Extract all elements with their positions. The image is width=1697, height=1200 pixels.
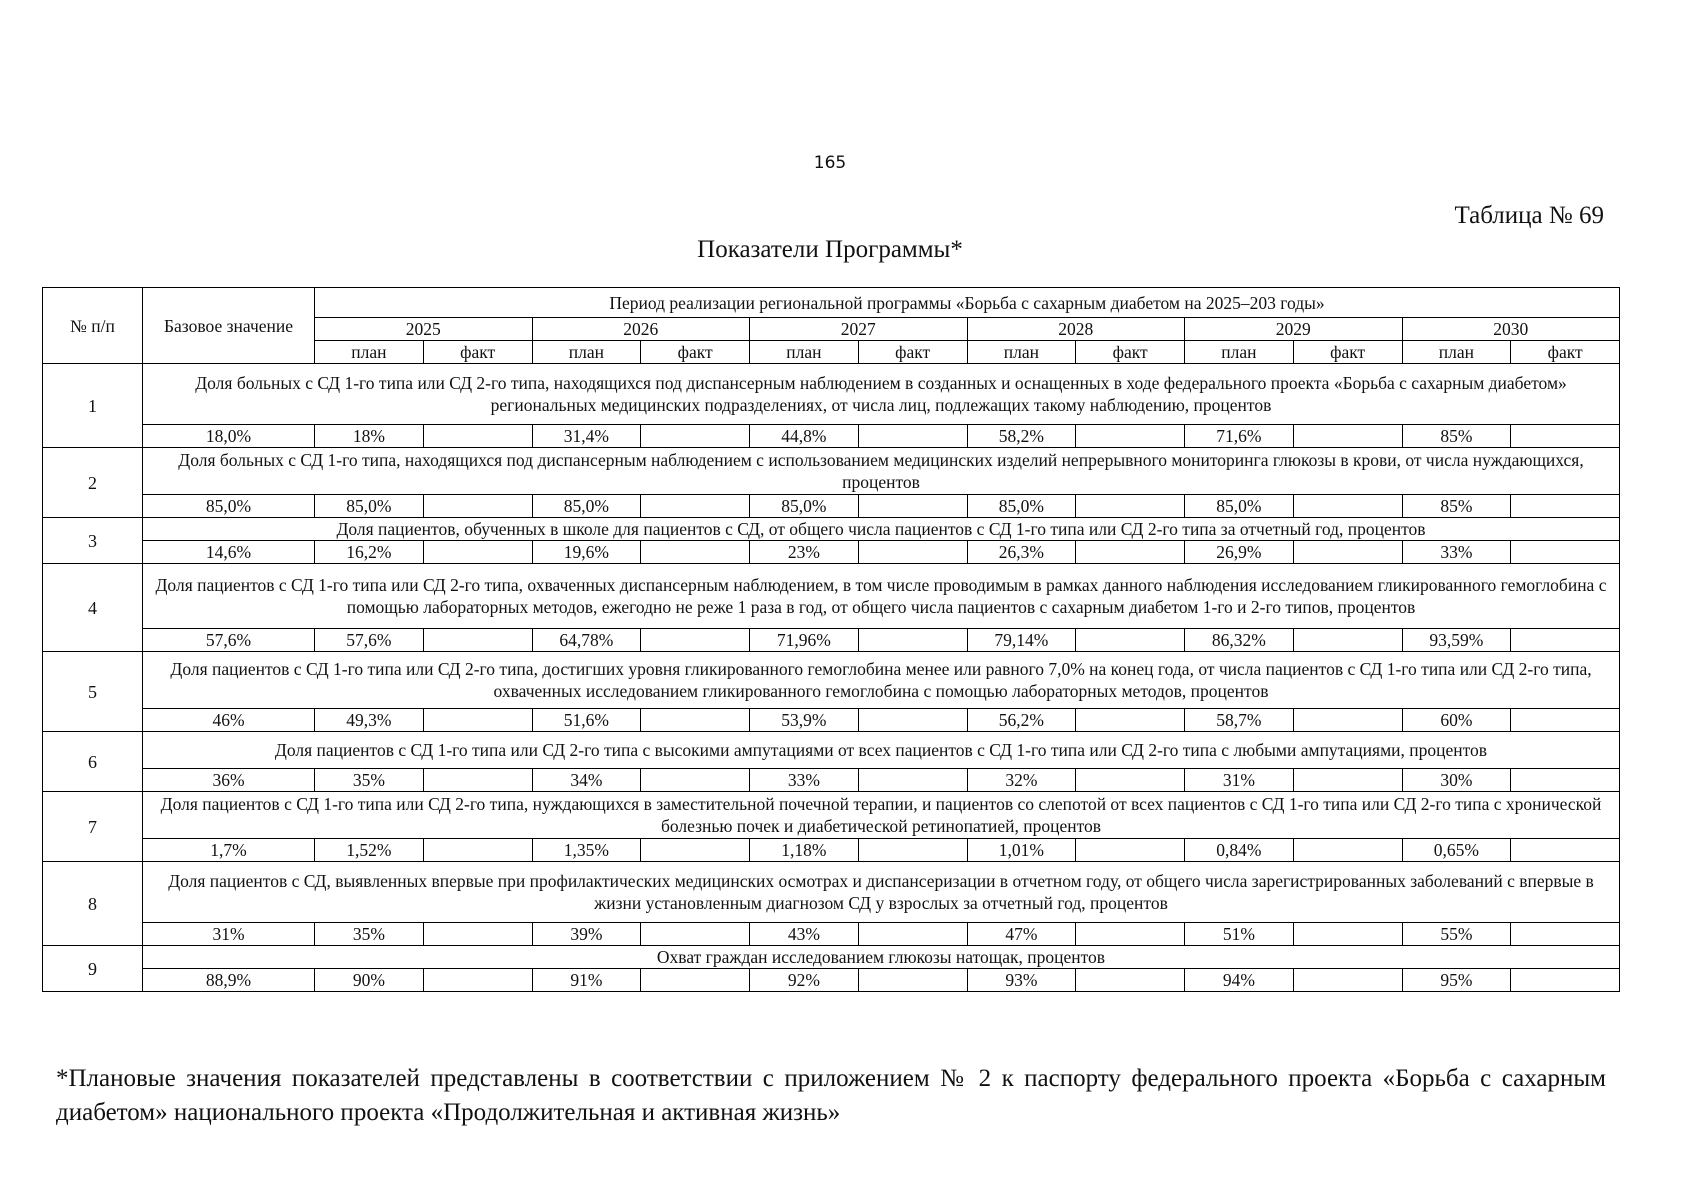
fact-value	[1293, 923, 1402, 946]
fact-value	[1511, 969, 1620, 992]
plan-value: 44,8%	[750, 425, 859, 448]
fact-value	[641, 709, 750, 732]
indicator-row	[43, 652, 1620, 709]
fact-value	[1076, 839, 1185, 862]
indicator-description: Доля больных с СД 1-го типа, находящихся под диспансерным наблюдением с использованием медицинских изделий непрерывного мониторинга глюкозы в крови, от числа нуждающихся, процентов	[143, 448, 1620, 495]
indicator-values-row	[43, 629, 1620, 652]
plan-value: 1,01%	[967, 839, 1076, 862]
plan-value: 0,65%	[1402, 839, 1511, 862]
fact-value	[858, 709, 967, 732]
plan-header: план	[315, 341, 424, 364]
page-number: 165	[813, 153, 847, 173]
fact-value	[423, 495, 532, 518]
row-number: 8	[43, 862, 143, 946]
fact-value	[423, 769, 532, 792]
plan-value: 19,6%	[532, 541, 641, 564]
base-value: 14,6%	[143, 541, 315, 564]
fact-value	[1511, 709, 1620, 732]
plan-value: 31,4%	[532, 425, 641, 448]
row-number: 3	[43, 518, 143, 564]
plan-value: 79,14%	[967, 629, 1076, 652]
plan-value: 23%	[750, 541, 859, 564]
plan-value: 91%	[532, 969, 641, 992]
indicator-row	[43, 448, 1620, 495]
row-number: 6	[43, 732, 143, 792]
plan-value: 34%	[532, 769, 641, 792]
base-value: 31%	[143, 923, 315, 946]
row-number: 2	[43, 448, 143, 518]
indicator-values-row	[43, 839, 1620, 862]
plan-value: 51,6%	[532, 709, 641, 732]
plan-value: 26,9%	[1185, 541, 1294, 564]
year-header: 2027	[750, 318, 968, 341]
plan-value: 43%	[750, 923, 859, 946]
plan-value: 60%	[1402, 709, 1511, 732]
fact-value	[1293, 541, 1402, 564]
fact-value	[1076, 769, 1185, 792]
plan-value: 0,84%	[1185, 839, 1294, 862]
indicator-row	[43, 564, 1620, 629]
fact-header: факт	[1511, 341, 1620, 364]
plan-header: план	[967, 341, 1076, 364]
fact-value	[858, 923, 967, 946]
row-number: 5	[43, 652, 143, 732]
fact-value	[423, 541, 532, 564]
indicator-row	[43, 792, 1620, 839]
fact-value	[641, 495, 750, 518]
indicator-row	[43, 518, 1620, 541]
plan-value: 18%	[315, 425, 424, 448]
fact-value	[1293, 495, 1402, 518]
fact-value	[1076, 709, 1185, 732]
fact-value	[858, 541, 967, 564]
fact-value	[641, 541, 750, 564]
fact-value	[1293, 969, 1402, 992]
plan-value: 85%	[1402, 425, 1511, 448]
indicator-description: Доля пациентов с СД, выявленных впервые при профилактических медицинских осмотрах и диспансеризации в отчетном году, от общего числа зарегистрированных заболеваний с впервые в жизни установленным диагнозом СД у взрослых за отчетный год, процентов	[143, 862, 1620, 923]
fact-value	[1293, 839, 1402, 862]
plan-value: 93%	[967, 969, 1076, 992]
plan-value: 56,2%	[967, 709, 1076, 732]
plan-value: 58,2%	[967, 425, 1076, 448]
plan-header: план	[750, 341, 859, 364]
indicator-description: Доля пациентов с СД 1-го типа или СД 2-го типа, достигших уровня гликированного гемоглобина менее или равного 7,0% на конец года, от числа пациентов с СД 1-го типа или СД 2-го типа, охваченных исследованием гликированного гемоглобина с помощью лабораторных методов, процентов	[143, 652, 1620, 709]
fact-value	[423, 709, 532, 732]
plan-value: 1,18%	[750, 839, 859, 862]
indicator-description: Доля пациентов с СД 1-го типа или СД 2-го типа, охваченных диспансерным наблюдением, в том числе проводимым в рамках данного наблюдения исследованием гликированного гемоглобина с помощью лабораторных методов, ежегодно не реже 1 раза в год, от общего числа пациентов с сахарным диабетом 1-го и 2-го типов, процентов	[143, 564, 1620, 629]
fact-header: факт	[858, 341, 967, 364]
year-header: 2026	[532, 318, 750, 341]
base-value: 1,7%	[143, 839, 315, 862]
plan-value: 86,32%	[1185, 629, 1294, 652]
year-header: 2028	[967, 318, 1185, 341]
fact-value	[641, 425, 750, 448]
indicator-row	[43, 862, 1620, 923]
indicator-values-row	[43, 769, 1620, 792]
plan-value: 32%	[967, 769, 1076, 792]
footnote: *Плановые значения показателей представлены в соответствии с приложением № 2 к паспорту федерального проекта «Борьба с сахарным диабетом» национального проекта «Продолжительная и активная жизнь»	[56, 1065, 1606, 1126]
fact-value	[858, 495, 967, 518]
indicator-description: Доля пациентов с СД 1-го типа или СД 2-го типа с высокими ампутациями от всех пациентов с СД 1-го типа или СД 2-го типа с любыми ампутациями, процентов	[143, 732, 1620, 769]
year-header: 2029	[1185, 318, 1403, 341]
row-number: 7	[43, 792, 143, 862]
plan-value: 90%	[315, 969, 424, 992]
fact-value	[641, 923, 750, 946]
fact-value	[858, 629, 967, 652]
plan-value: 47%	[967, 923, 1076, 946]
plan-value: 26,3%	[967, 541, 1076, 564]
fact-value	[1076, 425, 1185, 448]
fact-value	[1076, 923, 1185, 946]
indicator-description: Доля больных с СД 1-го типа или СД 2-го типа, находящихся под диспансерным наблюдением в созданных и оснащенных в ходе федерального проекта «Борьба с сахарным диабетом» региональных медицинских подразделениях, от числа лиц, подлежащих такому наблюдению, процентов	[143, 364, 1620, 425]
fact-value	[1076, 495, 1185, 518]
base-value: 88,9%	[143, 969, 315, 992]
fact-value	[1511, 495, 1620, 518]
fact-value	[1511, 923, 1620, 946]
plan-header: план	[532, 341, 641, 364]
plan-header: план	[1402, 341, 1511, 364]
fact-value	[858, 769, 967, 792]
plan-value: 33%	[750, 769, 859, 792]
plan-value: 53,9%	[750, 709, 859, 732]
fact-value	[1293, 709, 1402, 732]
fact-value	[423, 969, 532, 992]
year-header: 2030	[1402, 318, 1620, 341]
fact-value	[641, 969, 750, 992]
plan-value: 85,0%	[315, 495, 424, 518]
plan-value: 71,96%	[750, 629, 859, 652]
year-header: 2025	[315, 318, 533, 341]
fact-value	[1511, 769, 1620, 792]
row-number: 9	[43, 946, 143, 992]
plan-value: 35%	[315, 923, 424, 946]
fact-value	[1076, 541, 1185, 564]
plan-value: 49,3%	[315, 709, 424, 732]
indicator-values-row	[43, 425, 1620, 448]
plan-value: 85,0%	[750, 495, 859, 518]
plan-value: 93,59%	[1402, 629, 1511, 652]
plan-value: 1,52%	[315, 839, 424, 862]
indicator-description: Охват граждан исследованием глюкозы натощак, процентов	[143, 946, 1620, 969]
num-column-header: № п/п	[43, 288, 143, 364]
fact-header: факт	[641, 341, 750, 364]
plan-value: 31%	[1185, 769, 1294, 792]
plan-value: 85%	[1402, 495, 1511, 518]
row-number: 4	[43, 564, 143, 652]
plan-value: 57,6%	[315, 629, 424, 652]
plan-value: 95%	[1402, 969, 1511, 992]
plan-value: 64,78%	[532, 629, 641, 652]
period-header: Период реализации региональной программы «Борьба с сахарным диабетом на 2025–203 годы»	[315, 288, 1620, 318]
plan-value: 35%	[315, 769, 424, 792]
indicator-description: Доля пациентов с СД 1-го типа или СД 2-го типа, нуждающихся в заместительной почечной терапии, и пациентов со слепотой от всех пациентов с СД 1-го типа или СД 2-го типа с хронической болезнью почек и диабетической ретинопатией, процентов	[143, 792, 1620, 839]
fact-header: факт	[1293, 341, 1402, 364]
fact-value	[1511, 839, 1620, 862]
fact-value	[1293, 769, 1402, 792]
fact-value	[641, 769, 750, 792]
fact-value	[641, 629, 750, 652]
table-number: Таблица № 69	[1454, 202, 1604, 229]
fact-header: факт	[423, 341, 532, 364]
base-value-column-header: Базовое значение	[143, 288, 315, 364]
indicator-values-row	[43, 709, 1620, 732]
plan-value: 85,0%	[1185, 495, 1294, 518]
indicator-values-row	[43, 969, 1620, 992]
plan-value: 39%	[532, 923, 641, 946]
indicator-values-row	[43, 923, 1620, 946]
base-value: 46%	[143, 709, 315, 732]
indicator-values-row	[43, 495, 1620, 518]
fact-value	[1076, 969, 1185, 992]
indicators-table	[42, 287, 1620, 992]
fact-value	[1511, 629, 1620, 652]
plan-header: план	[1185, 341, 1294, 364]
plan-value: 33%	[1402, 541, 1511, 564]
plan-value: 58,7%	[1185, 709, 1294, 732]
indicator-row	[43, 732, 1620, 769]
plan-value: 16,2%	[315, 541, 424, 564]
fact-value	[423, 923, 532, 946]
plan-value: 94%	[1185, 969, 1294, 992]
plan-value: 55%	[1402, 923, 1511, 946]
indicator-row	[43, 364, 1620, 425]
plan-value: 30%	[1402, 769, 1511, 792]
fact-value	[423, 425, 532, 448]
plan-value: 85,0%	[967, 495, 1076, 518]
fact-value	[423, 839, 532, 862]
plan-value: 51%	[1185, 923, 1294, 946]
base-value: 85,0%	[143, 495, 315, 518]
base-value: 57,6%	[143, 629, 315, 652]
fact-value	[1293, 629, 1402, 652]
indicator-row	[43, 946, 1620, 969]
plan-value: 92%	[750, 969, 859, 992]
fact-value	[858, 969, 967, 992]
fact-header: факт	[1076, 341, 1185, 364]
indicator-values-row	[43, 541, 1620, 564]
fact-value	[423, 629, 532, 652]
plan-value: 85,0%	[532, 495, 641, 518]
base-value: 18,0%	[143, 425, 315, 448]
fact-value	[858, 839, 967, 862]
indicator-description: Доля пациентов, обученных в школе для пациентов с СД, от общего числа пациентов с СД 1-го типа или СД 2-го типа за отчетный год, процентов	[143, 518, 1620, 541]
base-value: 36%	[143, 769, 315, 792]
fact-value	[1511, 425, 1620, 448]
plan-value: 1,35%	[532, 839, 641, 862]
fact-value	[1076, 629, 1185, 652]
fact-value	[1511, 541, 1620, 564]
fact-value	[858, 425, 967, 448]
plan-value: 71,6%	[1185, 425, 1294, 448]
document-title: Показатели Программы*	[697, 236, 963, 263]
fact-value	[1293, 425, 1402, 448]
row-number: 1	[43, 364, 143, 448]
fact-value	[641, 839, 750, 862]
